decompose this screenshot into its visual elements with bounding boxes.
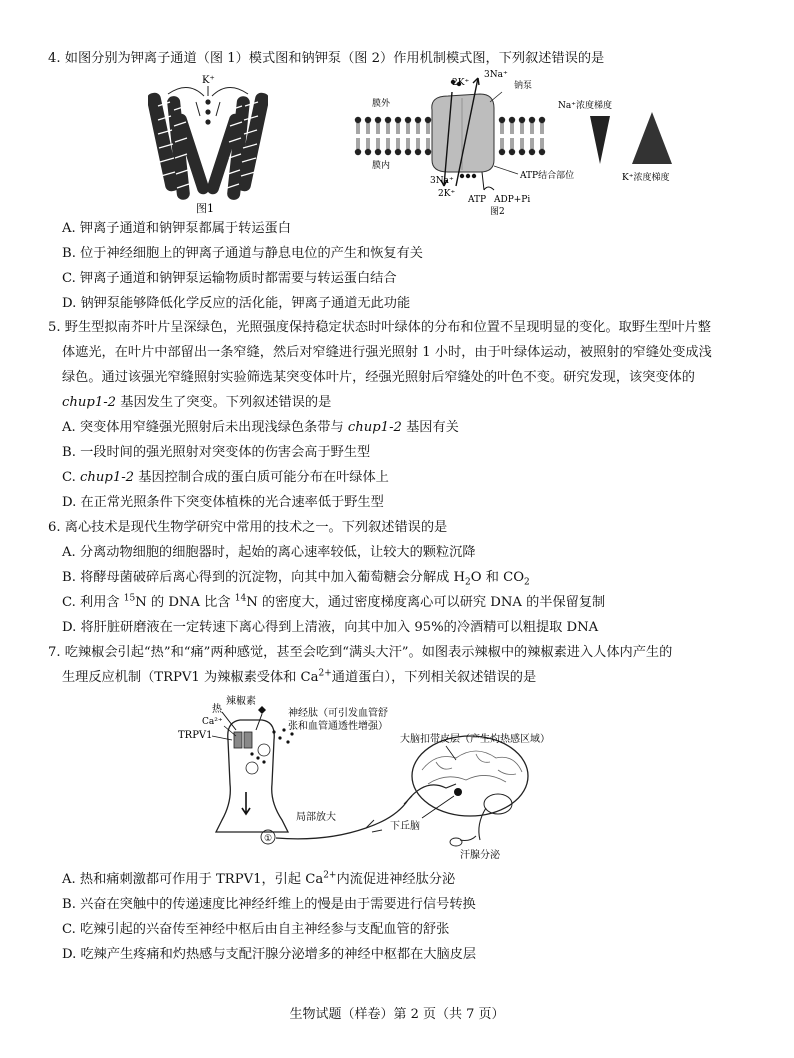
figure-1-caption: 图1: [196, 202, 214, 214]
q5-line-3: 绿色。通过该强光窄缝照射实验筛选某突变体叶片，经强光照射后窄缝处的叶色不变。研究发现，该突变体的: [62, 370, 695, 385]
q7-option-b: B. 兴奋在突触中的传递速度比神经纤维上的慢是由于需要进行信号转换: [62, 897, 476, 912]
heat-label: 热: [212, 704, 222, 715]
neuropeptide-line-1: 神经肽（可引发血管舒: [288, 708, 388, 719]
q7-option-c: C. 吃辣引起的兴奋传至神经中枢后由自主神经参与支配血管的舒张: [62, 922, 450, 937]
gene-name: chup1-2: [62, 395, 117, 410]
gene-name: chup1-2: [80, 470, 135, 485]
bottom-na-label: 3Na⁺: [430, 176, 454, 186]
page-footer: 生物试题（样卷）第 2 页（共 7 页）: [289, 1007, 505, 1022]
potassium-channel-figure: [148, 72, 268, 214]
q7-option-d: D. 吃辣产生疼痛和灼热感与支配汗腺分泌增多的神经中枢都在大脑皮层: [62, 947, 477, 962]
q7-line-2: 生理反应机制（TRPV1 为辣椒素受体和 $Ca^{2+}$通道蛋白），下列相关叙述错误的是: [62, 668, 537, 685]
q7-line-1: 7. 吃辣椒会引起“热”和“痛”两种感觉，甚至会吃到“满头大汗”。如图表示辣椒中的辣椒素进入人体内产生的: [48, 645, 673, 660]
atp-label: ATP: [468, 195, 487, 205]
capsaicin-label: 辣椒素: [226, 696, 256, 707]
capsaicin-pathway-figure: [176, 692, 646, 862]
trpv1-channel: [234, 732, 242, 748]
q6-option-c: C. 利用含 $^{15}$N 的 DNA 比含 $^{14}$N 的密度大，通过密度梯度离心可以研究 DNA 的半保留复制: [62, 593, 606, 610]
q7-option-a: A. 热和痛刺激都可作用于 TRPV1，引起 $Ca^{2+}$内流促进神经肽分泌: [62, 870, 456, 887]
na-gradient-label: Na⁺浓度梯度: [558, 101, 612, 111]
q6-option-d: D. 将肝脏研磨液在一定转速下离心得到上清液，向其中加入 95%的冷酒精可以粗提取 DNA: [62, 620, 599, 635]
zoom-label: 局部放大: [296, 812, 336, 823]
sodium-pump-protein: [432, 94, 494, 172]
q5-option-b: B. 一段时间的强光照射对突变体的伤害会高于野生型: [62, 445, 371, 460]
ca-label: Ca²⁺: [202, 717, 223, 727]
q5-line-2: 体遮光，在叶片中部留出一条窄缝，然后对窄缝进行强光照射 1 小时，由于叶绿体运动，被照射的窄缝处变成浅: [62, 345, 712, 360]
cortex-label: 大脑扣带皮层（产生灼热感区域）: [400, 734, 550, 745]
trpv1-label: TRPV1: [178, 730, 213, 741]
q4-option-c: C. 钾离子通道和钠钾泵运输物质时都需要与转运蛋白结合: [62, 271, 397, 286]
neuropeptide-line-2: 张和血管通透性增强）: [288, 721, 388, 732]
top-na-label: 3Na⁺: [484, 70, 508, 80]
adp-label: ADP+Pi: [494, 195, 531, 205]
q6-stem: 6. 离心技术是现代生物学研究中常用的技术之一。下列叙述错误的是: [48, 520, 448, 535]
na-gradient-wedge: [590, 116, 610, 164]
atp-site-label: ATP结合部位: [520, 171, 575, 181]
q4-option-b: B. 位于神经细胞上的钾离子通道与静息电位的产生和恢复有关: [62, 246, 423, 261]
brain: [412, 736, 528, 816]
sodium-potassium-pump-figure: [352, 68, 722, 218]
pump-label: 钠泵: [514, 81, 533, 91]
figure-2-caption: 图2: [490, 207, 505, 217]
inside-label: 膜内: [372, 161, 391, 171]
q6-option-b: B. 将酵母菌破碎后离心得到的沉淀物，向其中加入葡萄糖会分解成 $H_2O$ 和 $CO_2$: [62, 570, 530, 588]
k-gradient-label: K⁺浓度梯度: [622, 173, 670, 183]
sweat-label: 汗腺分泌: [460, 850, 500, 861]
q4-option-d: D. 钠钾泵能够降低化学反应的活化能，钾离子通道无此功能: [62, 296, 411, 311]
hypothalamus-label: 下丘脑: [390, 821, 420, 832]
bottom-k-label: 2K⁺: [438, 189, 456, 199]
k-ion-label: K⁺: [202, 75, 215, 86]
q4-stem: 4. 如图分别为钾离子通道（图 1）模式图和钠钾泵（图 2）作用机制模式图，下列叙述错误的是: [48, 51, 605, 66]
k-ion-dot: [205, 99, 210, 104]
svg-text:①: ①: [264, 834, 273, 844]
q4-option-a: A. 钾离子通道和钠钾泵都属于转运蛋白: [62, 221, 291, 236]
q6-option-a: A. 分离动物细胞的细胞器时，起始的离心速率较低，让较大的颗粒沉降: [62, 545, 476, 560]
q5-option-a: A. 突变体用窄缝强光照射后未出现浅绿色条带与 chup1-2 基因有关: [62, 420, 459, 435]
q5-option-c: C. chup1-2 基因控制合成的蛋白质可能分布在叶绿体上: [62, 470, 389, 485]
gene-name: chup1-2: [347, 420, 402, 435]
q5-option-d: D. 在正常光照条件下突变体植株的光合速率低于野生型: [62, 495, 384, 510]
outside-label: 膜外: [372, 99, 391, 109]
q5-line-4: chup1-2 基因发生了突变。下列叙述错误的是: [62, 395, 332, 410]
k-gradient-wedge: [632, 112, 672, 164]
top-k-label: 2K⁺: [452, 78, 470, 88]
signal-arrow: [242, 792, 250, 814]
q5-line-1: 5. 野生型拟南芥叶片呈深绿色，光照强度保持稳定状态时叶绿体的分布和位置不呈现明显的变化。取野生型叶片整: [48, 320, 711, 335]
